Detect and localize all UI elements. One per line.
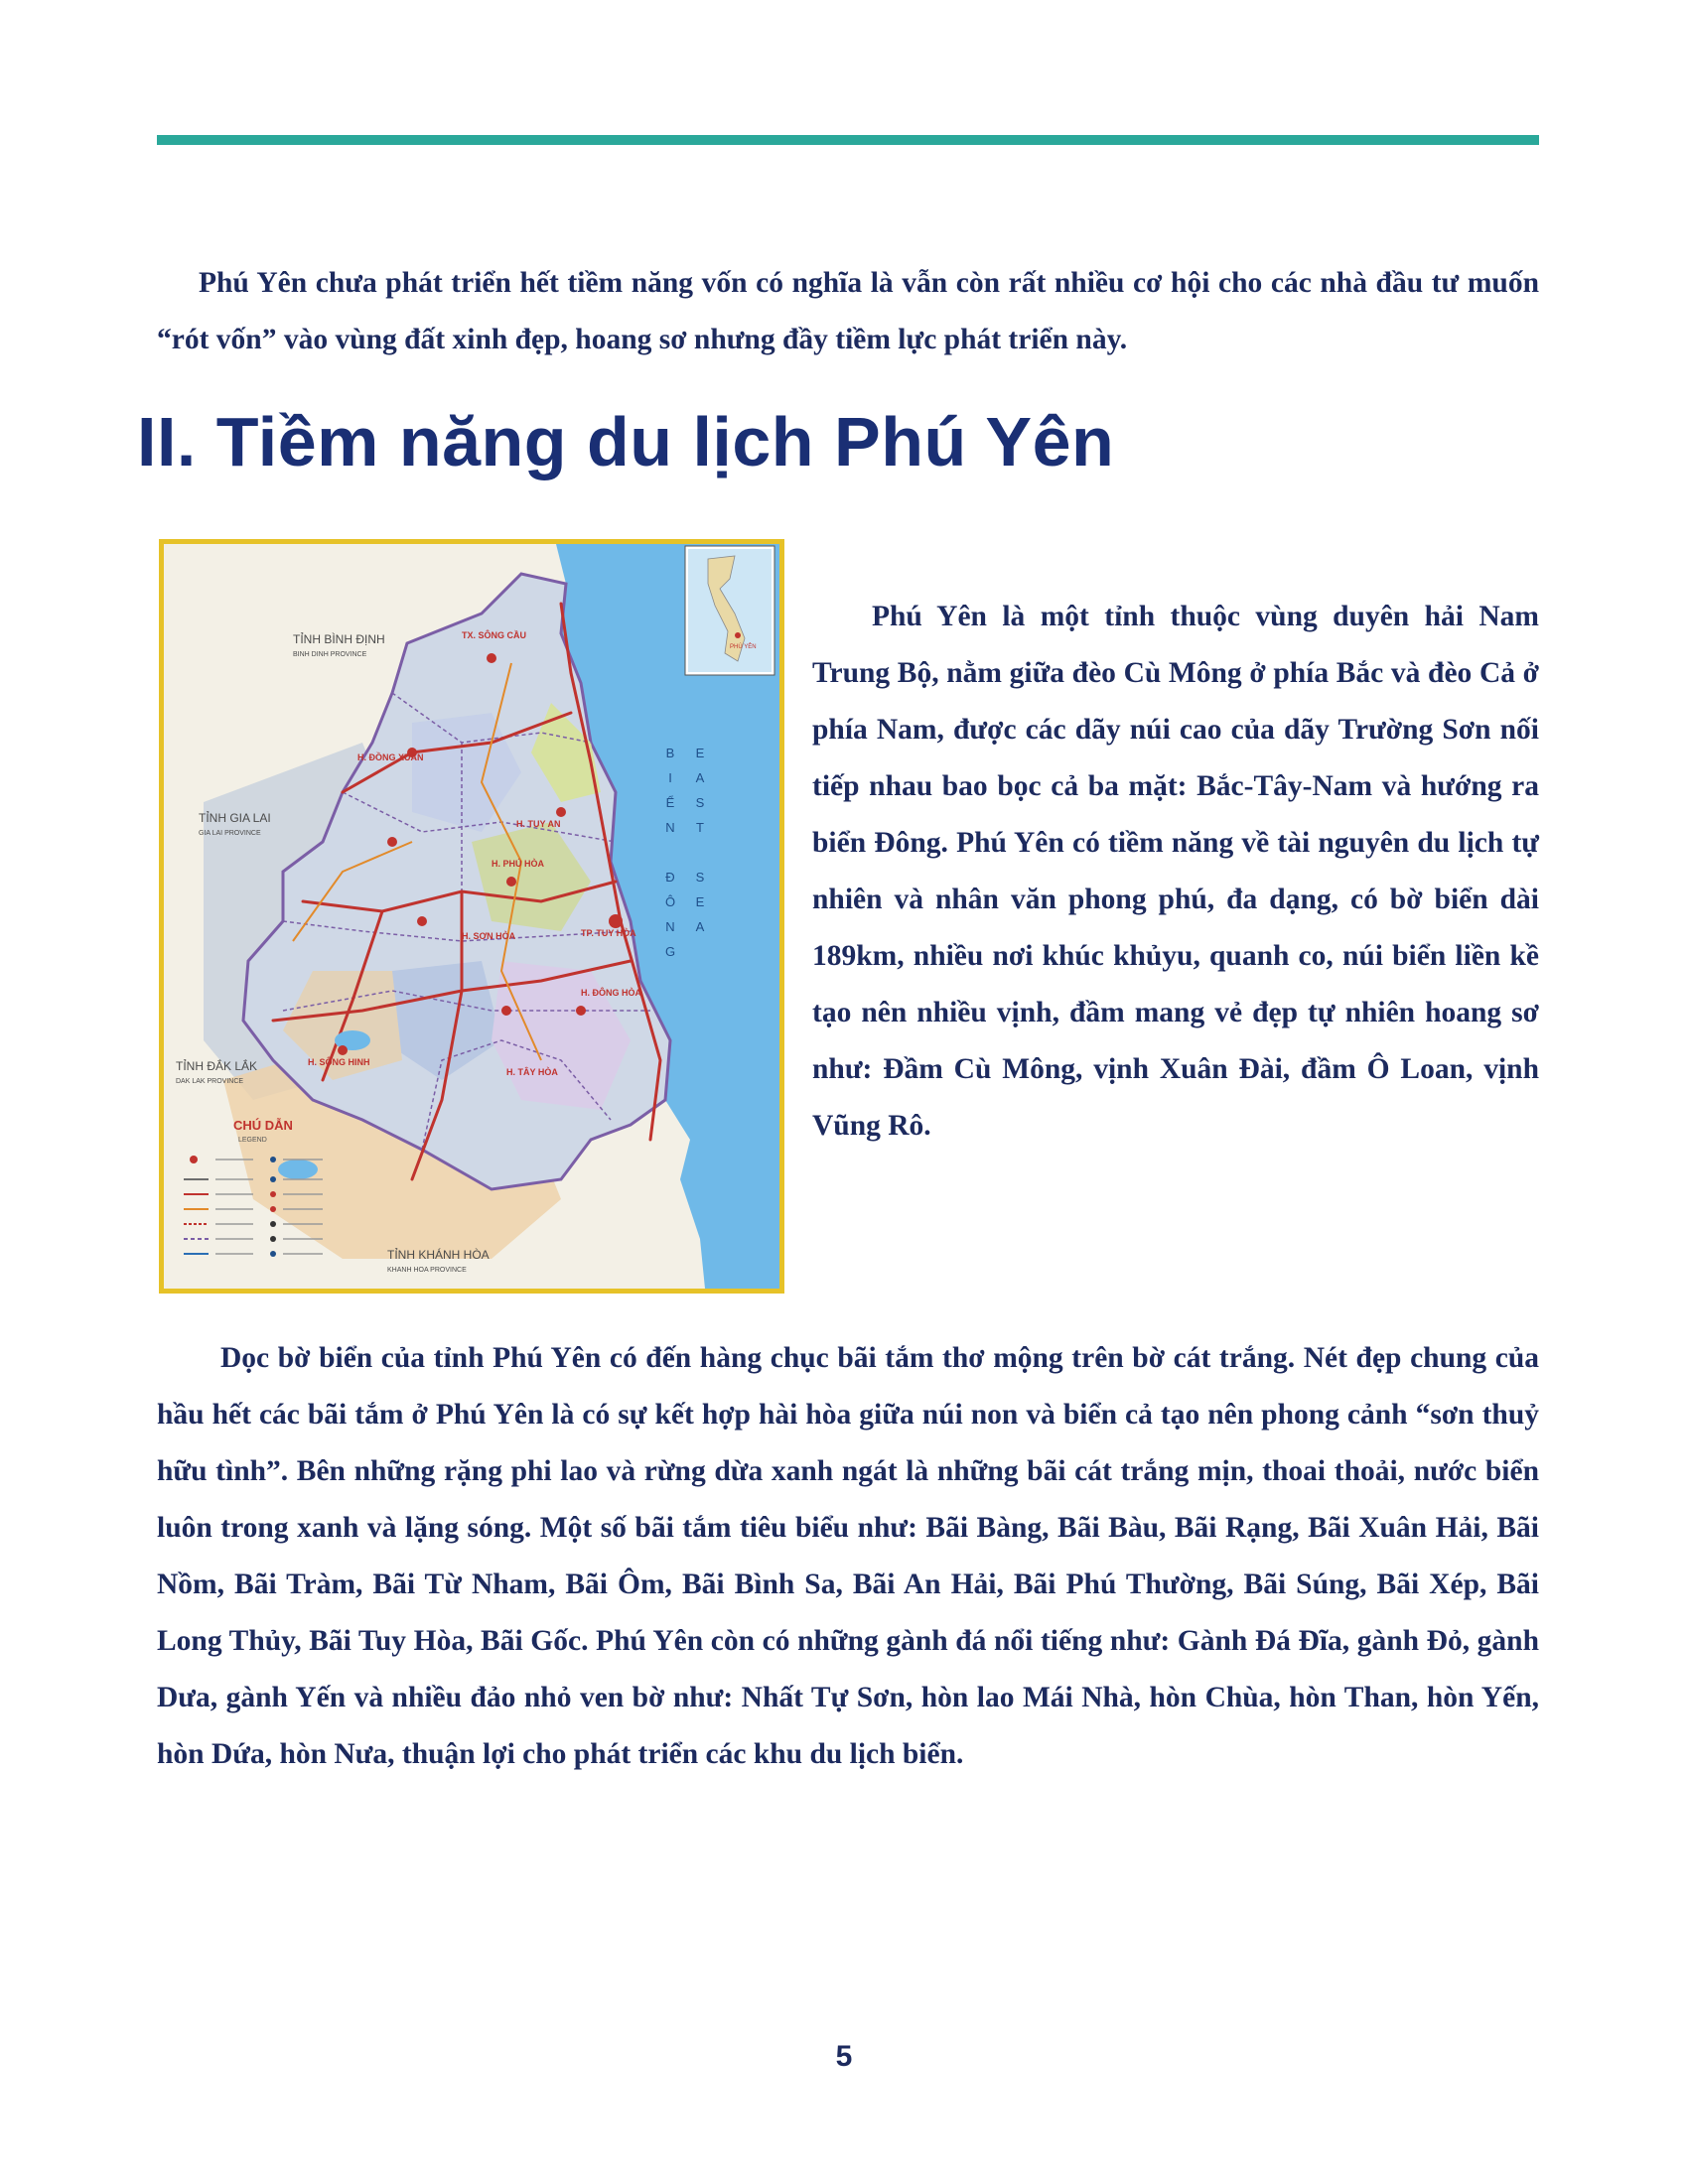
side-paragraph: Phú Yên là một tỉnh thuộc vùng duyên hải Nam Trung Bộ, nằm giữa đèo Cù Mông ở phía Bắc và đèo Cả ở phía Nam, được các dãy núi cao của dãy Trường Sơn nối tiếp nhau bao bọc cả ba mặt: Bắc-Tây-Nam và hướng ra biển Đông. Phú Yên có tiềm năng về tài nguyên du lịch tự nhiên và nhân văn phong phú, đa dạng, có bờ biển dài 189km, nhiều nơi khúc khủyu, quanh co, núi biển liền kề tạo nên nhiều vịnh, đầm mang vẻ đẹp tự nhiên hoang sơ như: Đầm Cù Mông, vịnh Xuân Đài, đầm Ô Loan, vịnh Vũng Rô. <box>812 601 1539 1142</box>
district-label: H. PHÚ HÒA <box>492 859 545 869</box>
sea-letter: B <box>665 746 675 760</box>
beaches-paragraph: Dọc bờ biển của tỉnh Phú Yên có đến hàng chục bãi tắm thơ mộng trên bờ cát trắng. Nét đẹp chung của hầu hết các bãi tắm ở Phú Yên là có sự kết hợp hài hòa giữa núi non và biển cả tạo nên phong cảnh “sơn thuỷ hữu tình”. Bên những rặng phi lao và rừng dừa xanh ngát là những bãi cát trắng mịn, thoai thoải, nước biển luôn trong xanh và lặng sóng. Một số bãi tắm tiêu biểu như: Bãi Bàng, Bãi Bàu, Bãi Rạng, Bãi Xuân Hải, Bãi Nồm, Bãi Tràm, Bãi Từ Nham, Bãi Ôm, Bãi Bình Sa, Bãi An Hải, Bãi Phú Thường, Bãi Súng, Bãi Xép, Bãi Long Thủy, Bãi Tuy Hòa, Bãi Gốc. Phú Yên còn có những gành đá nổi tiếng như: Gành Đá Đĩa, gành Đỏ, gành Dưa, gành Yến và nhiều đảo nhỏ ven bờ như: Nhất Tự Sơn, hòn lao Mái Nhà, hòn Chùa, hòn Than, hòn Yến, hòn Dứa, hòn Nưa, thuận lợi cho phát triển các khu du lịch biển. <box>157 1342 1539 1770</box>
sea-letter: Ô <box>664 894 676 909</box>
top-rule <box>157 135 1539 145</box>
map-graphic <box>164 544 779 1289</box>
section-heading: II. Tiềm năng du lịch Phú Yên <box>137 403 1115 480</box>
province-map <box>159 539 784 1294</box>
sea-letter: I <box>668 770 672 785</box>
north-province-sub: BINH DINH PROVINCE <box>293 651 367 658</box>
district-label: H. SÔNG HINH <box>308 1057 370 1067</box>
sea-letter: E <box>695 746 705 760</box>
west-province-sub: GIA LAI PROVINCE <box>199 830 261 837</box>
page-number: 5 <box>835 2040 853 2073</box>
sea-letter: N <box>665 820 675 835</box>
inset-label: PHÚ YÊN <box>730 644 757 650</box>
southwest-province-label: TỈNH ĐẮK LẮK <box>176 1059 258 1073</box>
inset-map <box>685 546 774 675</box>
sea-letter: A <box>695 919 705 934</box>
legend-subtitle: LEGEND <box>238 1137 267 1144</box>
sea-letter: A <box>695 770 705 785</box>
sea-letter: Đ <box>665 870 675 885</box>
north-province-label: TỈNH BÌNH ĐỊNH <box>293 632 385 646</box>
sea-letter: N <box>665 919 675 934</box>
intro-paragraph: Phú Yên chưa phát triển hết tiềm năng vốn có nghĩa là vẫn còn rất nhiều cơ hội cho các nhà đầu tư muốn “rót vốn” vào vùng đất xinh đẹp, hoang sơ nhưng đầy tiềm lực phát triển này. <box>157 267 1539 355</box>
sea-letter: E <box>695 894 705 909</box>
south-province-label: TỈNH KHÁNH HÒA <box>387 1248 490 1262</box>
district-label: H. SƠN HÒA <box>462 931 516 941</box>
district-label: H. TÂY HÒA <box>506 1067 558 1077</box>
district-label: TX. SÔNG CẦU <box>462 630 527 640</box>
west-province-label: TỈNH GIA LAI <box>199 811 271 825</box>
sea-letter: S <box>695 795 705 810</box>
sea-letter: Ể <box>665 795 675 810</box>
district-label: H. TUY AN <box>516 819 561 829</box>
district-label: H. ĐỒNG XUÂN <box>357 752 424 762</box>
sea-letter: S <box>695 870 705 885</box>
southwest-province-sub: DAK LAK PROVINCE <box>176 1078 244 1085</box>
sea-letter: G <box>664 944 676 959</box>
sea-letter: T <box>696 820 704 835</box>
legend-title: CHÚ DẪN <box>233 1118 293 1133</box>
district-label: TP. TUY HÒA <box>581 928 636 938</box>
district-label: H. ĐÔNG HÒA <box>581 988 642 998</box>
south-province-sub: KHANH HOA PROVINCE <box>387 1267 467 1274</box>
